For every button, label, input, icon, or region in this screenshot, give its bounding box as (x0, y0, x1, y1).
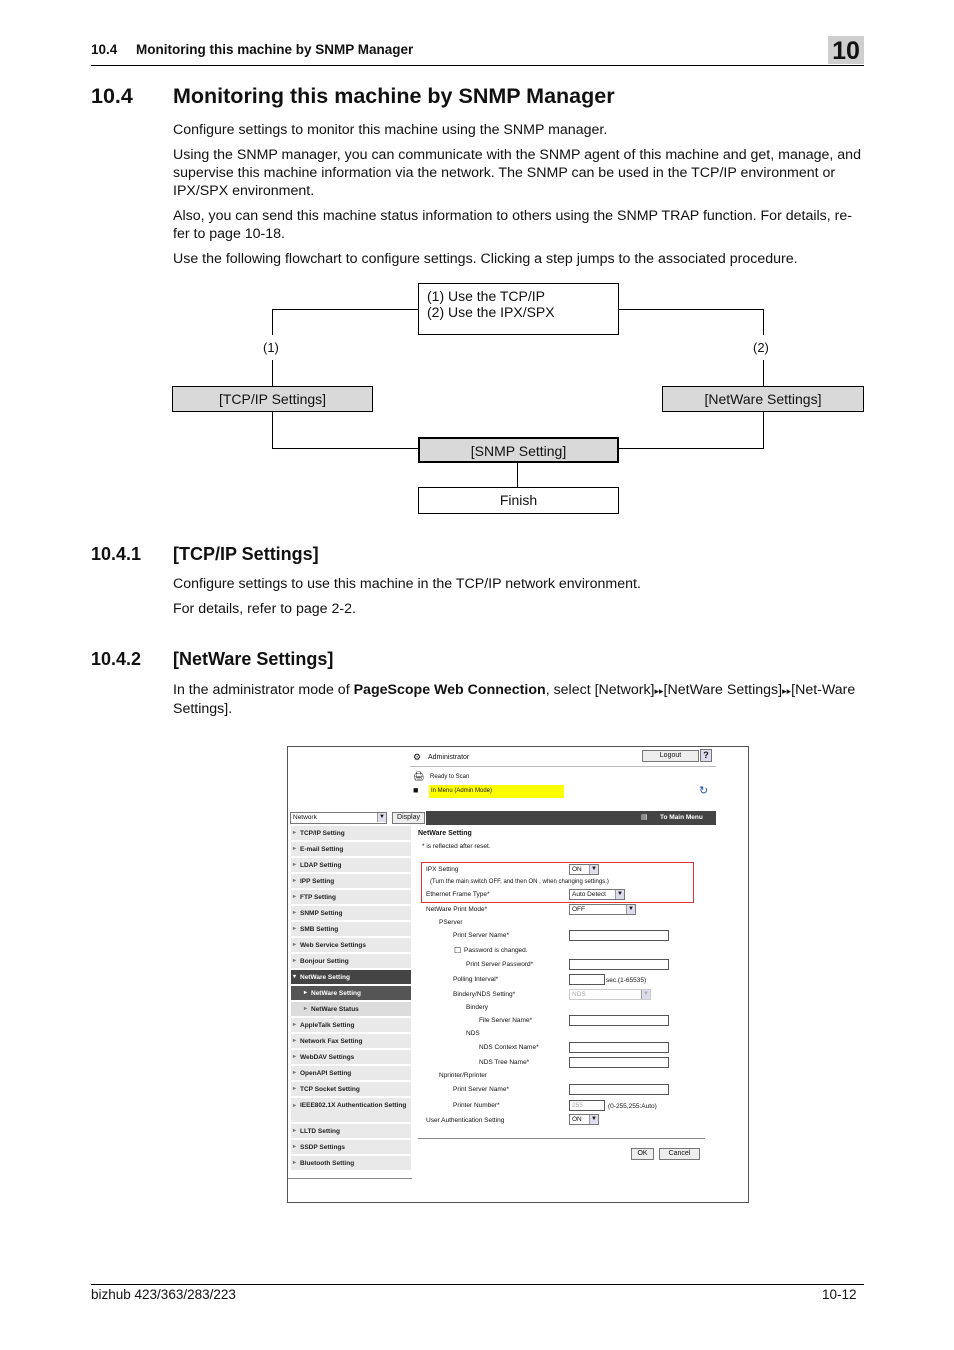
frame-type-value: Auto Detect (572, 891, 606, 898)
sidebar-item-network-fax[interactable]: ▸ Network Fax Setting (291, 1034, 411, 1049)
divider (410, 766, 716, 767)
sidebar-bottom-rule (288, 1178, 412, 1179)
flow-option-tcpip: (1) Use the TCP/IP (427, 288, 546, 304)
intro-paragraph-2: Using the SNMP manager, you can communicate with the SNMP agent of this machine and get, manage, and supervise this machine information via the network. The SNMP can be used in the TCP/IP environment or IPX/SPX environment. (173, 147, 861, 199)
file-server-name-input[interactable] (569, 1015, 669, 1026)
frame-type-label: Ethernet Frame Type* (426, 891, 490, 898)
category-select-value: Network (293, 814, 317, 821)
sidebar-item-email[interactable]: ▸ E-mail Setting (291, 842, 411, 857)
flow-start-box[interactable] (418, 283, 619, 335)
section-number: 10.4 (91, 84, 133, 108)
flow-connector (272, 309, 273, 335)
intro-paragraph-4: Use the following flowchart to configure settings. Clicking a step jumps to the associated procedure. (173, 251, 798, 267)
ok-button[interactable]: OK (631, 1148, 654, 1160)
chevron-down-icon: ▼ (589, 1115, 598, 1124)
sidebar-item-webdav[interactable]: ▸ WebDAV Settings (291, 1050, 411, 1065)
nds-heading: NDS (466, 1030, 480, 1037)
intro-paragraph-1: Configure settings to monitor this machine using the SNMP manager. (173, 122, 608, 138)
bindery-nds-value: NDS (572, 991, 586, 998)
netware-paragraph (173, 681, 865, 718)
subsection-title-netware (91, 649, 333, 670)
header-divider (91, 65, 864, 66)
print-server-name-label: Print Server Name* (453, 932, 509, 939)
sidebar-item-smb[interactable]: ▸ SMB Setting (291, 922, 411, 937)
status-ready: Ready to Scan (430, 774, 470, 780)
flow-finish-box: Finish (418, 487, 619, 514)
user-auth-label: User Authentication Setting (426, 1117, 505, 1124)
np-print-server-name-label: Print Server Name* (453, 1086, 509, 1093)
print-server-password-input[interactable] (569, 959, 669, 970)
sidebar-item-bonjour[interactable]: ▸ Bonjour Setting (291, 954, 411, 969)
print-server-name-input[interactable] (569, 930, 669, 941)
flow-connector (763, 309, 764, 335)
sidebar-item-ftp[interactable]: ▸ FTP Setting (291, 890, 411, 905)
polling-interval-unit: sec.(1-65535) (606, 977, 647, 984)
printer-number-input[interactable]: 255 (569, 1100, 605, 1111)
ipx-setting-value: ON (572, 866, 582, 873)
printer-icon: 🖨 (413, 771, 425, 781)
nds-context-name-label: NDS Context Name* (479, 1044, 539, 1051)
flow-connector (763, 412, 764, 449)
sidebar-item-lltd[interactable]: ▸ LLTD Setting (291, 1124, 411, 1139)
nds-tree-name-input[interactable] (569, 1057, 669, 1068)
text-run: In the administrator mode of (173, 682, 354, 698)
intro-paragraph-3: Also, you can send this machine status information to others using the SNMP TRAP function. For details, re-fer to page 10-18. (173, 208, 852, 242)
sidebar-item-bluetooth[interactable]: ▸ Bluetooth Setting (291, 1156, 411, 1171)
print-mode-value: OFF (572, 906, 585, 913)
printer-number-label: Printer Number* (453, 1102, 500, 1109)
subsection-title-tcpip (91, 544, 319, 565)
sidebar-item-ipp[interactable]: ▸ IPP Setting (291, 874, 411, 889)
ipx-setting-label: IPX Setting (426, 866, 459, 873)
web-connection-screenshot (287, 746, 749, 1203)
sidebar-item-ssdp[interactable]: ▸ SSDP Settings (291, 1140, 411, 1155)
subsection-number: 10.4.2 (91, 649, 142, 669)
sidebar-item-ldap[interactable]: ▸ LDAP Setting (291, 858, 411, 873)
polling-interval-label: Polling Interval* (453, 976, 499, 983)
arrow-icon: ▸▸ (782, 686, 792, 696)
cancel-button[interactable]: Cancel (659, 1148, 700, 1160)
flow-connector (619, 309, 764, 310)
flow-connector (272, 360, 273, 386)
sidebar-subitem-netware-status[interactable]: ▸ NetWare Status (291, 1002, 411, 1017)
flow-connector (619, 448, 764, 449)
flow-connector (517, 463, 518, 487)
password-changed-label: Password is changed. (464, 947, 528, 954)
logout-button[interactable]: Logout (642, 750, 699, 762)
bindery-nds-select[interactable] (569, 989, 651, 1000)
tcpip-paragraph-2: For details, refer to page 2-2. (173, 601, 356, 617)
category-select[interactable] (290, 812, 387, 824)
sidebar-item-web-service[interactable]: ▸ Web Service Settings (291, 938, 411, 953)
form-divider (418, 1138, 705, 1139)
printer-number-range: (0-255,255:Auto) (608, 1103, 657, 1110)
chevron-down-icon: ▼ (377, 813, 386, 822)
section-title-text: Monitoring this machine by SNMP Manager (173, 84, 615, 108)
section-title (91, 84, 615, 109)
frame-type-select[interactable] (569, 889, 625, 900)
flow-connector (763, 360, 764, 386)
np-print-server-name-input[interactable] (569, 1084, 669, 1095)
sidebar-item-tcpip[interactable]: ▸ TCP/IP Setting (291, 826, 411, 841)
display-button[interactable]: Display (392, 812, 425, 824)
flow-option-ipxspx: (2) Use the IPX/SPX (427, 304, 555, 320)
pserver-heading: PServer (439, 919, 463, 926)
flow-connector (272, 309, 418, 310)
sidebar-item-netware[interactable]: ▾ NetWare Setting (291, 970, 411, 985)
ipx-setting-select[interactable] (569, 864, 599, 875)
print-mode-select[interactable] (569, 904, 636, 915)
flow-snmp-setting-box[interactable]: [SNMP Setting] (418, 437, 619, 463)
subsection-title-text: [TCP/IP Settings] (173, 544, 319, 564)
text-run: [Net-Ware Settings]. (173, 682, 856, 717)
flow-label-right: (2) (753, 340, 769, 355)
polling-interval-input[interactable] (569, 974, 605, 985)
footer-page-number: 10-12 (822, 1287, 857, 1302)
admin-icon: ⚙ (413, 752, 422, 762)
sidebar-subitem-netware-setting[interactable]: ▸ NetWare Setting (291, 986, 411, 1001)
user-auth-select[interactable] (569, 1114, 599, 1125)
arrow-icon: ▸▸ (654, 686, 664, 696)
sidebar-item-tcp-socket[interactable]: ▸ TCP Socket Setting (291, 1082, 411, 1097)
nprinter-heading: Nprinter/Rprinter (439, 1072, 488, 1079)
bindery-nds-label: Bindery/NDS Setting* (453, 991, 516, 998)
flow-netware-settings-box[interactable]: [NetWare Settings] (662, 386, 864, 412)
sidebar-item-ieee8021x[interactable]: ▸ IEEE802.1X Authentication Setting (291, 1098, 411, 1123)
file-server-name-label: File Server Name* (479, 1017, 533, 1024)
nds-context-name-input[interactable] (569, 1042, 669, 1053)
refresh-icon[interactable]: ↻ (699, 785, 709, 797)
to-main-menu-link[interactable]: To Main Menu (660, 814, 703, 821)
user-auth-value: ON (572, 1116, 582, 1123)
chevron-down-icon: ▼ (615, 890, 624, 899)
flow-connector (272, 448, 418, 449)
nds-tree-name-label: NDS Tree Name* (479, 1059, 530, 1066)
sidebar-item-appletalk[interactable]: ▸ AppleTalk Setting (291, 1018, 411, 1033)
chevron-down-icon: ▼ (626, 905, 635, 914)
flow-label-left: (1) (263, 340, 279, 355)
mode-banner-text: In Menu (Admin Mode) (431, 788, 493, 794)
text-run: , select [Network] (545, 682, 655, 698)
subsection-number: 10.4.1 (91, 544, 142, 564)
password-changed-checkbox[interactable]: ☐ (454, 946, 462, 955)
tcpip-paragraph-1: Configure settings to use this machine in the TCP/IP network environment. (173, 576, 641, 592)
flow-tcpip-settings-box[interactable]: [TCP/IP Settings] (172, 386, 373, 412)
form-title: NetWare Setting (418, 830, 472, 837)
help-icon[interactable]: ? (700, 749, 712, 762)
product-name: PageScope Web Connection (353, 682, 546, 698)
flow-connector (272, 412, 273, 449)
box-icon: ■ (413, 785, 419, 795)
chapter-number-badge: 10 (828, 36, 864, 64)
print-server-password-label: Print Server Password* (466, 961, 534, 968)
main-menu-icon: ▤ (641, 814, 648, 821)
sidebar-item-openapi[interactable]: ▸ OpenAPI Setting (291, 1066, 411, 1081)
footer-divider (91, 1284, 864, 1285)
subsection-title-text: [NetWare Settings] (173, 649, 334, 669)
sidebar-item-snmp[interactable]: ▸ SNMP Setting (291, 906, 411, 921)
chevron-down-icon: ▼ (589, 865, 598, 874)
ipx-note: (Turn the main switch OFF, and then ON , when changing settings.) (430, 879, 609, 885)
chevron-down-icon: ▼ (641, 990, 650, 999)
text-run: [NetWare Settings] (663, 682, 783, 698)
admin-label: Administrator (428, 754, 470, 761)
running-header: 10.4 Monitoring this machine by SNMP Manager (91, 42, 414, 57)
bindery-heading: Bindery (466, 1004, 489, 1011)
reflect-note: * is reflected after reset. (422, 843, 491, 850)
print-mode-label: NetWare Print Mode* (426, 906, 488, 913)
footer-model: bizhub 423/363/283/223 (91, 1287, 236, 1302)
